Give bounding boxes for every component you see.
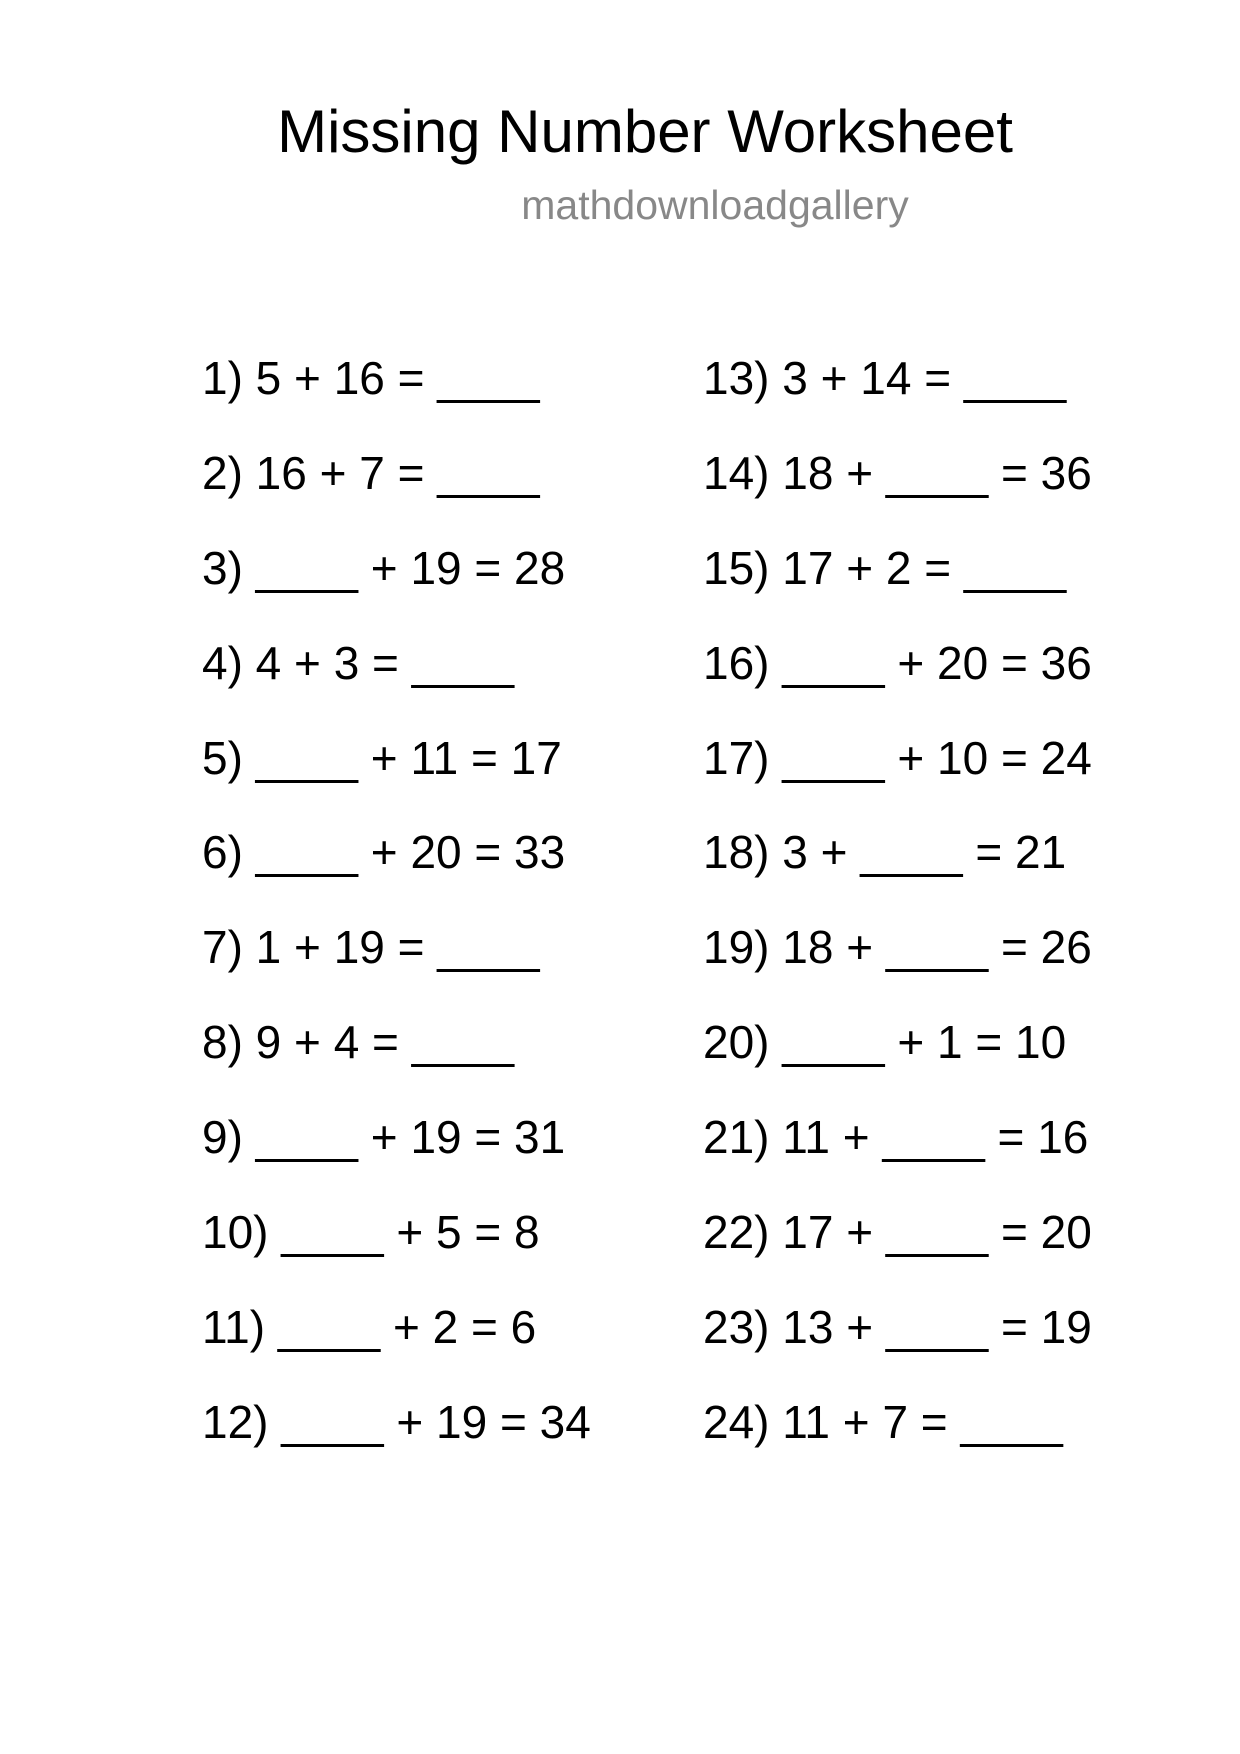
problem-8: 8) 9 + 4 = ____: [202, 1016, 515, 1069]
problem-10: 10) ____ + 5 = 8: [202, 1206, 540, 1259]
problem-24: 24) 11 + 7 = ____: [703, 1395, 1063, 1448]
problem-20: 20) ____ + 1 = 10: [703, 1016, 1067, 1069]
problem-15: 15) 17 + 2 = ____: [703, 541, 1067, 594]
problem-1: 1) 5 + 16 = ____: [202, 352, 540, 404]
problem-column-right: [703, 351, 1092, 1490]
problem-11: 11) ____ + 2 = 6: [202, 1300, 537, 1353]
problem-22: 22) 17 + ____ = 20: [703, 1206, 1092, 1259]
worksheet-title: Missing Number Worksheet: [277, 98, 1013, 165]
problem-5: 5) ____ + 11 = 17: [202, 731, 562, 784]
problem-12: 12) ____ + 19 = 34: [202, 1395, 591, 1448]
problem-3: 3) ____ + 19 = 28: [202, 541, 566, 594]
worksheet-source: mathdownloadgallery: [521, 182, 909, 228]
problem-7: 7) 1 + 19 = ____: [202, 921, 540, 974]
problem-19: 19) 18 + ____ = 26: [703, 921, 1092, 974]
problem-13: 13) 3 + 14 = ____: [703, 352, 1067, 404]
problem-4: 4) 4 + 3 = ____: [202, 636, 515, 689]
problem-18: 18) 3 + ____ = 21: [703, 826, 1067, 879]
problem-2: 2) 16 + 7 = ____: [202, 446, 540, 499]
problem-column-left: [202, 351, 591, 1490]
problem-17: 17) ____ + 10 = 24: [703, 731, 1092, 784]
problem-16: 16) ____ + 20 = 36: [703, 636, 1092, 689]
problem-23: 23) 13 + ____ = 19: [703, 1300, 1092, 1353]
problem-14: 14) 18 + ____ = 36: [703, 446, 1092, 499]
problem-6: 6) ____ + 20 = 33: [202, 826, 566, 879]
problem-21: 21) 11 + ____ = 16: [703, 1111, 1089, 1164]
problem-9: 9) ____ + 19 = 31: [202, 1111, 566, 1164]
